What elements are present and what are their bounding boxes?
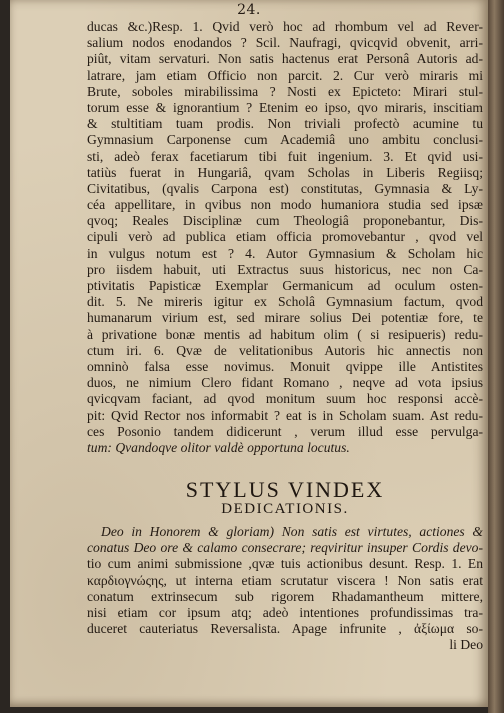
text-line: ctum iri. 6. Qvæ de velitationibus Autoris hic annectis non bbox=[87, 342, 483, 358]
text-line: li Deo bbox=[449, 637, 483, 653]
text-line: piût, vitam servaturi. Non satis hactenus erat Personâ Autoris ad- bbox=[87, 51, 483, 67]
page-number: 24. bbox=[237, 2, 261, 18]
text-line: Brute, soboles mirabilissima ? Nosti ex Epicteto: Mirari stul- bbox=[87, 83, 483, 99]
text-line: Civitatibus, (qvalis Carpona est) constitutas, Gymnasia & Ly- bbox=[87, 180, 483, 196]
text-line: ducas &c.)Resp. 1. Qvid verò hoc ad rhombum vel ad Rever- bbox=[87, 19, 483, 34]
text-line: dit. 5. Ne mireris igitur ex Scholâ Gymnasium factum, qvod bbox=[87, 294, 483, 310]
main-text-block bbox=[87, 19, 483, 456]
text-line: καρδιογνώςης, ut interna etiam scrutatur viscera ! Non satis erat bbox=[87, 572, 483, 588]
text-line: in vulgus notum est ? 4. Autor Gymnasium & Scholam hic bbox=[87, 245, 483, 261]
text-line: à privatione bonæ mentis ad habitum olim ( si resipueris) redu- bbox=[87, 326, 483, 342]
text-line: qvicqvam faciant, ad qvod monitum suum hoc responsi accè- bbox=[87, 391, 483, 407]
text-line: duceret cauteriatus Reversalista. Apage infrunite , ἀξίωμα so- bbox=[87, 621, 483, 637]
text-line: torum esse & ignorantium ? Etenim eo ipso, qvo miraris, inscitiam bbox=[87, 99, 483, 115]
text-line: pro iisdem habuit, uti Extractus suus historicus, nec non Ca- bbox=[87, 261, 483, 277]
second-text-block bbox=[87, 524, 483, 654]
text-line: humanarum virium est, sed mirare solius Dei potentiæ fore, te bbox=[87, 310, 483, 326]
section-subtitle: DEDICATIONIS. bbox=[221, 501, 349, 517]
section-title: STYLUS VINDEX bbox=[185, 477, 385, 502]
text-line: conatum extrinsecum sub rigorem Rhadamantheum mittere, bbox=[87, 588, 483, 604]
text-line: & stultitiam tuam prodis. Non triviali profectò acumine tu bbox=[87, 116, 483, 132]
text-line: céa appellitare, in qvibus non modo humaniora studia sed ipsæ bbox=[87, 197, 483, 213]
text-line: pit: Qvid Rector nos informabit ? eat is in Scholam suam. Ast redu- bbox=[87, 407, 483, 423]
text-line: ptivitatis Papisticæ Exemplar Germanicum ad oculum osten- bbox=[87, 278, 483, 293]
text-line: ces Posonio tandem didicerunt , verum illud esse pervulga- bbox=[87, 423, 483, 439]
text-line: salium nodos enodandos ? Scil. Naufragi, qvicqvid obvenit, arri- bbox=[87, 35, 483, 51]
text-line: tio cum animi submissione ,qvæ tuis actionibus desunt. Resp. 1. En bbox=[87, 556, 483, 572]
text-line: duos, ne nimium Clero fidant Romano , neqve ad vota ipsius bbox=[87, 375, 483, 391]
text-line: qvoq; Reales Disciplinæ cum Theologiâ proponebantur, Dis- bbox=[87, 213, 483, 229]
text-line: latrare, jam etiam Officio non parcit. 2. Cur verò miraris mi bbox=[87, 67, 483, 83]
text-line: nisi etiam cor ipsum atq; adeò intentiones profundissimas tra- bbox=[87, 604, 483, 620]
text-line: Gymnasium Carponense cum Academiâ uno ambitu conclusi- bbox=[87, 132, 483, 148]
page-edge bbox=[488, 0, 504, 713]
text-line: omninò falsa esse novimus. Monuit qvippe ille Antistites bbox=[87, 358, 483, 374]
text-line: conatus Deo ore & calamo consecrare; reqviritur insuper Cordis devo- bbox=[87, 540, 483, 556]
book-page bbox=[10, 0, 488, 707]
text-line: Deo in Honorem & gloriam) Non satis est virtutes, actiones & bbox=[101, 524, 483, 539]
text-line: sti, adeò ferax facetiarum tibi fuit ingenium. 3. Et qvid usi- bbox=[87, 148, 483, 164]
text-line: cipuli verò ad publica etiam officia promovebantur , qvod vel bbox=[87, 229, 483, 245]
text-line: tatiùs fuerat in Hungariâ, qvam Scholas in Liberis Regiisq; bbox=[87, 164, 483, 180]
text-line: tum: Qvandoqve olitor valdè opportuna locutus. bbox=[87, 439, 350, 455]
